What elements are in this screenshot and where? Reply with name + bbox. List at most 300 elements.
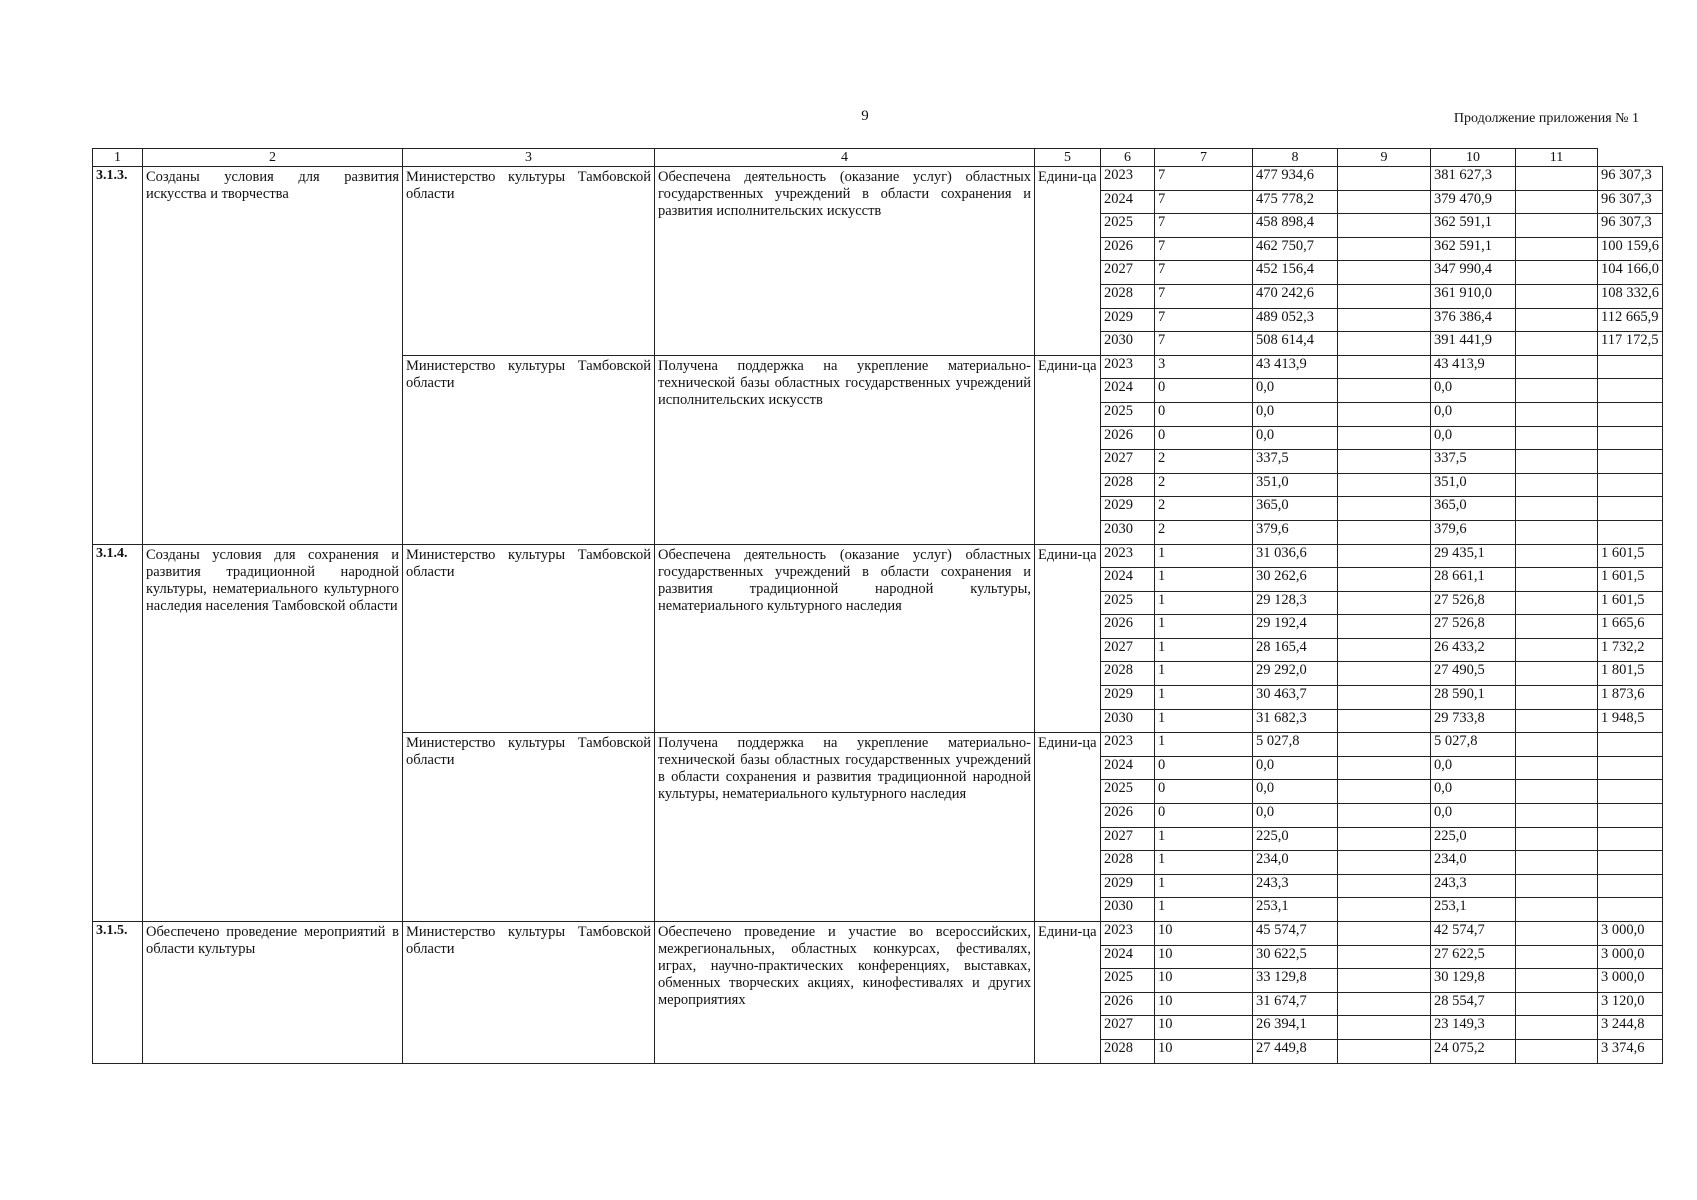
federal-amount-cell: [1338, 662, 1431, 686]
year-cell: 2029: [1101, 308, 1155, 332]
section-title: Созданы условия для развития искусства и творчества: [143, 167, 403, 545]
regional-amount-cell: 28 661,1: [1431, 568, 1516, 592]
regional-amount-cell: 43 413,9: [1431, 355, 1516, 379]
local-amount-cell: [1516, 473, 1598, 497]
regional-amount-cell: 0,0: [1431, 426, 1516, 450]
year-cell: 2027: [1101, 827, 1155, 851]
local-amount-cell: [1516, 851, 1598, 875]
indicator-value-cell: 0: [1155, 804, 1253, 828]
federal-amount-cell: [1338, 804, 1431, 828]
measure-description: Обеспечено проведение и участие во всероссийских, межрегиональных, областных конкурсах, фестивалях, играх, научно-практических конференциях, выставках, обменных творческих акциях, кинофестивалях и других мероприятиях: [655, 922, 1035, 1064]
indicator-value-cell: 10: [1155, 969, 1253, 993]
regional-amount-cell: 365,0: [1431, 497, 1516, 521]
federal-amount-cell: [1338, 756, 1431, 780]
section-code: 3.1.4.: [93, 544, 143, 922]
local-amount-cell: [1516, 780, 1598, 804]
indicator-value-cell: 10: [1155, 945, 1253, 969]
column-header: 5: [1035, 149, 1101, 167]
indicator-value-cell: 1: [1155, 638, 1253, 662]
total-amount-cell: 45 574,7: [1253, 922, 1338, 946]
indicator-value-cell: 7: [1155, 332, 1253, 356]
indicator-value-cell: 3: [1155, 355, 1253, 379]
year-cell: 2026: [1101, 237, 1155, 261]
measure-description: Получена поддержка на укрепление материально-технической базы областных государственных учреждений в области сохранения и развития традиционной народной культуры, нематериального культурного наследия: [655, 733, 1035, 922]
regional-amount-cell: 253,1: [1431, 898, 1516, 922]
regional-amount-cell: 27 622,5: [1431, 945, 1516, 969]
regional-amount-cell: 379 470,9: [1431, 190, 1516, 214]
appendix-continuation: Продолжение приложения № 1: [1453, 111, 1639, 126]
regional-amount-cell: 29 733,8: [1431, 709, 1516, 733]
year-cell: 2030: [1101, 898, 1155, 922]
federal-amount-cell: [1338, 284, 1431, 308]
column-header-row: [93, 149, 1663, 167]
local-amount-cell: [1516, 237, 1598, 261]
year-cell: 2023: [1101, 355, 1155, 379]
year-cell: 2025: [1101, 402, 1155, 426]
unit-of-measure: Едини-ца: [1035, 167, 1101, 356]
local-amount-cell: [1516, 332, 1598, 356]
total-amount-cell: 28 165,4: [1253, 638, 1338, 662]
other-amount-cell: [1598, 497, 1663, 521]
year-cell: 2027: [1101, 1016, 1155, 1040]
total-amount-cell: 30 622,5: [1253, 945, 1338, 969]
unit-of-measure: Едини-ца: [1035, 544, 1101, 733]
other-amount-cell: [1598, 379, 1663, 403]
indicator-value-cell: 1: [1155, 851, 1253, 875]
federal-amount-cell: [1338, 615, 1431, 639]
federal-amount-cell: [1338, 874, 1431, 898]
local-amount-cell: [1516, 662, 1598, 686]
indicator-value-cell: 7: [1155, 237, 1253, 261]
responsible-ministry: Министерство культуры Тамбовской области: [403, 355, 655, 544]
total-amount-cell: 29 128,3: [1253, 591, 1338, 615]
other-amount-cell: 3 000,0: [1598, 945, 1663, 969]
indicator-value-cell: 7: [1155, 167, 1253, 191]
responsible-ministry: Министерство культуры Тамбовской области: [403, 922, 655, 1064]
total-amount-cell: 351,0: [1253, 473, 1338, 497]
regional-amount-cell: 0,0: [1431, 780, 1516, 804]
indicator-value-cell: 0: [1155, 756, 1253, 780]
regional-amount-cell: 351,0: [1431, 473, 1516, 497]
column-header: 9: [1338, 149, 1431, 167]
other-amount-cell: 108 332,6: [1598, 284, 1663, 308]
total-amount-cell: 470 242,6: [1253, 284, 1338, 308]
section-title: Обеспечено проведение мероприятий в области культуры: [143, 922, 403, 1064]
local-amount-cell: [1516, 969, 1598, 993]
federal-amount-cell: [1338, 544, 1431, 568]
local-amount-cell: [1516, 284, 1598, 308]
year-cell: 2024: [1101, 379, 1155, 403]
total-amount-cell: 5 027,8: [1253, 733, 1338, 757]
total-amount-cell: 475 778,2: [1253, 190, 1338, 214]
year-cell: 2028: [1101, 1039, 1155, 1063]
other-amount-cell: [1598, 827, 1663, 851]
table-row: [93, 167, 1663, 191]
page-number: 9: [861, 108, 869, 124]
federal-amount-cell: [1338, 992, 1431, 1016]
indicator-value-cell: 7: [1155, 214, 1253, 238]
federal-amount-cell: [1338, 261, 1431, 285]
local-amount-cell: [1516, 167, 1598, 191]
total-amount-cell: 462 750,7: [1253, 237, 1338, 261]
total-amount-cell: 477 934,6: [1253, 167, 1338, 191]
federal-amount-cell: [1338, 568, 1431, 592]
federal-amount-cell: [1338, 709, 1431, 733]
local-amount-cell: [1516, 402, 1598, 426]
regional-amount-cell: 27 526,8: [1431, 615, 1516, 639]
regional-amount-cell: 347 990,4: [1431, 261, 1516, 285]
indicator-value-cell: 2: [1155, 450, 1253, 474]
column-header: 4: [655, 149, 1035, 167]
regional-amount-cell: 337,5: [1431, 450, 1516, 474]
indicator-value-cell: 7: [1155, 190, 1253, 214]
total-amount-cell: 458 898,4: [1253, 214, 1338, 238]
regional-amount-cell: 362 591,1: [1431, 214, 1516, 238]
regional-amount-cell: 376 386,4: [1431, 308, 1516, 332]
regional-amount-cell: 29 435,1: [1431, 544, 1516, 568]
other-amount-cell: 96 307,3: [1598, 214, 1663, 238]
column-header: 1: [93, 149, 143, 167]
measure-description: Обеспечена деятельность (оказание услуг) областных государственных учреждений в области сохранения и развития исполнительских искусств: [655, 167, 1035, 356]
column-header: 10: [1431, 149, 1516, 167]
regional-amount-cell: 28 554,7: [1431, 992, 1516, 1016]
federal-amount-cell: [1338, 1039, 1431, 1063]
other-amount-cell: 112 665,9: [1598, 308, 1663, 332]
indicator-value-cell: 10: [1155, 922, 1253, 946]
year-cell: 2023: [1101, 167, 1155, 191]
column-header: 7: [1155, 149, 1253, 167]
responsible-ministry: Министерство культуры Тамбовской области: [403, 733, 655, 922]
unit-of-measure: Едини-ца: [1035, 733, 1101, 922]
other-amount-cell: [1598, 804, 1663, 828]
regional-amount-cell: 24 075,2: [1431, 1039, 1516, 1063]
unit-of-measure: Едини-ца: [1035, 355, 1101, 544]
other-amount-cell: 96 307,3: [1598, 167, 1663, 191]
year-cell: 2029: [1101, 874, 1155, 898]
other-amount-cell: [1598, 874, 1663, 898]
federal-amount-cell: [1338, 733, 1431, 757]
total-amount-cell: 365,0: [1253, 497, 1338, 521]
year-cell: 2026: [1101, 992, 1155, 1016]
total-amount-cell: 379,6: [1253, 520, 1338, 544]
federal-amount-cell: [1338, 591, 1431, 615]
section-code: 3.1.5.: [93, 922, 143, 1064]
regional-amount-cell: 0,0: [1431, 756, 1516, 780]
total-amount-cell: 0,0: [1253, 426, 1338, 450]
regional-amount-cell: 26 433,2: [1431, 638, 1516, 662]
local-amount-cell: [1516, 615, 1598, 639]
total-amount-cell: 31 682,3: [1253, 709, 1338, 733]
other-amount-cell: [1598, 756, 1663, 780]
other-amount-cell: 1 601,5: [1598, 544, 1663, 568]
regional-amount-cell: 23 149,3: [1431, 1016, 1516, 1040]
year-cell: 2025: [1101, 214, 1155, 238]
measure-description: Получена поддержка на укрепление материально-технической базы областных государственных учреждений исполнительских искусств: [655, 355, 1035, 544]
other-amount-cell: 1 873,6: [1598, 686, 1663, 710]
local-amount-cell: [1516, 355, 1598, 379]
year-cell: 2027: [1101, 450, 1155, 474]
indicator-value-cell: 1: [1155, 662, 1253, 686]
other-amount-cell: 104 166,0: [1598, 261, 1663, 285]
total-amount-cell: 0,0: [1253, 804, 1338, 828]
federal-amount-cell: [1338, 945, 1431, 969]
federal-amount-cell: [1338, 898, 1431, 922]
regional-amount-cell: 379,6: [1431, 520, 1516, 544]
total-amount-cell: 452 156,4: [1253, 261, 1338, 285]
other-amount-cell: 100 159,6: [1598, 237, 1663, 261]
indicator-value-cell: 0: [1155, 780, 1253, 804]
total-amount-cell: 30 262,6: [1253, 568, 1338, 592]
year-cell: 2023: [1101, 544, 1155, 568]
local-amount-cell: [1516, 922, 1598, 946]
indicator-value-cell: 2: [1155, 497, 1253, 521]
regional-amount-cell: 381 627,3: [1431, 167, 1516, 191]
year-cell: 2024: [1101, 190, 1155, 214]
federal-amount-cell: [1338, 379, 1431, 403]
regional-amount-cell: 0,0: [1431, 402, 1516, 426]
unit-of-measure: Едини-ца: [1035, 922, 1101, 1064]
program-table: [92, 148, 1663, 1064]
federal-amount-cell: [1338, 497, 1431, 521]
local-amount-cell: [1516, 591, 1598, 615]
indicator-value-cell: 1: [1155, 898, 1253, 922]
other-amount-cell: [1598, 898, 1663, 922]
indicator-value-cell: 10: [1155, 1039, 1253, 1063]
local-amount-cell: [1516, 992, 1598, 1016]
total-amount-cell: 337,5: [1253, 450, 1338, 474]
year-cell: 2023: [1101, 733, 1155, 757]
total-amount-cell: 29 292,0: [1253, 662, 1338, 686]
federal-amount-cell: [1338, 780, 1431, 804]
other-amount-cell: 3 000,0: [1598, 969, 1663, 993]
indicator-value-cell: 10: [1155, 992, 1253, 1016]
federal-amount-cell: [1338, 520, 1431, 544]
federal-amount-cell: [1338, 237, 1431, 261]
indicator-value-cell: 0: [1155, 402, 1253, 426]
regional-amount-cell: 362 591,1: [1431, 237, 1516, 261]
responsible-ministry: Министерство культуры Тамбовской области: [403, 544, 655, 733]
indicator-value-cell: 1: [1155, 827, 1253, 851]
federal-amount-cell: [1338, 426, 1431, 450]
local-amount-cell: [1516, 497, 1598, 521]
total-amount-cell: 0,0: [1253, 402, 1338, 426]
indicator-value-cell: 1: [1155, 709, 1253, 733]
column-header: 8: [1253, 149, 1338, 167]
other-amount-cell: 1 732,2: [1598, 638, 1663, 662]
local-amount-cell: [1516, 190, 1598, 214]
column-header: 11: [1516, 149, 1598, 167]
section-code: 3.1.3.: [93, 167, 143, 545]
regional-amount-cell: 391 441,9: [1431, 332, 1516, 356]
total-amount-cell: 243,3: [1253, 874, 1338, 898]
other-amount-cell: 96 307,3: [1598, 190, 1663, 214]
measure-description: Обеспечена деятельность (оказание услуг) областных государственных учреждений в области сохранения и развития традиционной народной культуры, нематериального культурного наследия: [655, 544, 1035, 733]
year-cell: 2026: [1101, 426, 1155, 450]
local-amount-cell: [1516, 733, 1598, 757]
other-amount-cell: [1598, 473, 1663, 497]
year-cell: 2026: [1101, 804, 1155, 828]
other-amount-cell: 1 665,6: [1598, 615, 1663, 639]
year-cell: 2025: [1101, 780, 1155, 804]
indicator-value-cell: 0: [1155, 426, 1253, 450]
responsible-ministry: Министерство культуры Тамбовской области: [403, 167, 655, 356]
local-amount-cell: [1516, 568, 1598, 592]
year-cell: 2030: [1101, 332, 1155, 356]
local-amount-cell: [1516, 308, 1598, 332]
other-amount-cell: 117 172,5: [1598, 332, 1663, 356]
regional-amount-cell: 5 027,8: [1431, 733, 1516, 757]
total-amount-cell: 31 036,6: [1253, 544, 1338, 568]
total-amount-cell: 33 129,8: [1253, 969, 1338, 993]
local-amount-cell: [1516, 898, 1598, 922]
federal-amount-cell: [1338, 214, 1431, 238]
other-amount-cell: 1 948,5: [1598, 709, 1663, 733]
local-amount-cell: [1516, 945, 1598, 969]
other-amount-cell: [1598, 450, 1663, 474]
other-amount-cell: 1 601,5: [1598, 591, 1663, 615]
total-amount-cell: 0,0: [1253, 780, 1338, 804]
year-cell: 2030: [1101, 520, 1155, 544]
other-amount-cell: 3 244,8: [1598, 1016, 1663, 1040]
total-amount-cell: 508 614,4: [1253, 332, 1338, 356]
local-amount-cell: [1516, 544, 1598, 568]
regional-amount-cell: 27 490,5: [1431, 662, 1516, 686]
total-amount-cell: 29 192,4: [1253, 615, 1338, 639]
table-row: [93, 544, 1663, 568]
year-cell: 2023: [1101, 922, 1155, 946]
other-amount-cell: 3 000,0: [1598, 922, 1663, 946]
regional-amount-cell: 30 129,8: [1431, 969, 1516, 993]
federal-amount-cell: [1338, 332, 1431, 356]
regional-amount-cell: 28 590,1: [1431, 686, 1516, 710]
total-amount-cell: 253,1: [1253, 898, 1338, 922]
other-amount-cell: [1598, 851, 1663, 875]
federal-amount-cell: [1338, 402, 1431, 426]
other-amount-cell: [1598, 733, 1663, 757]
regional-amount-cell: 27 526,8: [1431, 591, 1516, 615]
federal-amount-cell: [1338, 473, 1431, 497]
table-row: [93, 922, 1663, 946]
total-amount-cell: 489 052,3: [1253, 308, 1338, 332]
local-amount-cell: [1516, 520, 1598, 544]
local-amount-cell: [1516, 379, 1598, 403]
indicator-value-cell: 1: [1155, 686, 1253, 710]
other-amount-cell: 3 120,0: [1598, 992, 1663, 1016]
regional-amount-cell: 42 574,7: [1431, 922, 1516, 946]
year-cell: 2026: [1101, 615, 1155, 639]
regional-amount-cell: 0,0: [1431, 804, 1516, 828]
year-cell: 2024: [1101, 568, 1155, 592]
other-amount-cell: 1 601,5: [1598, 568, 1663, 592]
regional-amount-cell: 243,3: [1431, 874, 1516, 898]
federal-amount-cell: [1338, 355, 1431, 379]
federal-amount-cell: [1338, 638, 1431, 662]
other-amount-cell: [1598, 520, 1663, 544]
year-cell: 2028: [1101, 473, 1155, 497]
local-amount-cell: [1516, 709, 1598, 733]
federal-amount-cell: [1338, 922, 1431, 946]
total-amount-cell: 26 394,1: [1253, 1016, 1338, 1040]
year-cell: 2024: [1101, 945, 1155, 969]
indicator-value-cell: 2: [1155, 473, 1253, 497]
other-amount-cell: [1598, 426, 1663, 450]
year-cell: 2030: [1101, 709, 1155, 733]
year-cell: 2029: [1101, 686, 1155, 710]
indicator-value-cell: 1: [1155, 544, 1253, 568]
indicator-value-cell: 1: [1155, 615, 1253, 639]
indicator-value-cell: 7: [1155, 261, 1253, 285]
indicator-value-cell: 1: [1155, 568, 1253, 592]
total-amount-cell: 0,0: [1253, 379, 1338, 403]
other-amount-cell: [1598, 780, 1663, 804]
indicator-value-cell: 0: [1155, 379, 1253, 403]
indicator-value-cell: 7: [1155, 308, 1253, 332]
local-amount-cell: [1516, 261, 1598, 285]
local-amount-cell: [1516, 686, 1598, 710]
federal-amount-cell: [1338, 686, 1431, 710]
other-amount-cell: 1 801,5: [1598, 662, 1663, 686]
year-cell: 2028: [1101, 284, 1155, 308]
year-cell: 2024: [1101, 756, 1155, 780]
indicator-value-cell: 1: [1155, 591, 1253, 615]
local-amount-cell: [1516, 214, 1598, 238]
total-amount-cell: 31 674,7: [1253, 992, 1338, 1016]
section-title: Созданы условия для сохранения и развития традиционной народной культуры, нематериального культурного наследия населения Тамбовской области: [143, 544, 403, 922]
total-amount-cell: 43 413,9: [1253, 355, 1338, 379]
federal-amount-cell: [1338, 190, 1431, 214]
regional-amount-cell: 0,0: [1431, 379, 1516, 403]
total-amount-cell: 234,0: [1253, 851, 1338, 875]
column-header: 6: [1101, 149, 1155, 167]
local-amount-cell: [1516, 1016, 1598, 1040]
federal-amount-cell: [1338, 308, 1431, 332]
indicator-value-cell: 1: [1155, 874, 1253, 898]
year-cell: 2025: [1101, 969, 1155, 993]
regional-amount-cell: 361 910,0: [1431, 284, 1516, 308]
regional-amount-cell: 225,0: [1431, 827, 1516, 851]
year-cell: 2027: [1101, 638, 1155, 662]
local-amount-cell: [1516, 450, 1598, 474]
year-cell: 2027: [1101, 261, 1155, 285]
local-amount-cell: [1516, 1039, 1598, 1063]
local-amount-cell: [1516, 426, 1598, 450]
federal-amount-cell: [1338, 851, 1431, 875]
local-amount-cell: [1516, 874, 1598, 898]
local-amount-cell: [1516, 756, 1598, 780]
column-header: 2: [143, 149, 403, 167]
total-amount-cell: 0,0: [1253, 756, 1338, 780]
year-cell: 2029: [1101, 497, 1155, 521]
federal-amount-cell: [1338, 827, 1431, 851]
federal-amount-cell: [1338, 167, 1431, 191]
federal-amount-cell: [1338, 450, 1431, 474]
other-amount-cell: [1598, 355, 1663, 379]
year-cell: 2028: [1101, 662, 1155, 686]
local-amount-cell: [1516, 804, 1598, 828]
other-amount-cell: [1598, 402, 1663, 426]
indicator-value-cell: 10: [1155, 1016, 1253, 1040]
local-amount-cell: [1516, 638, 1598, 662]
other-amount-cell: 3 374,6: [1598, 1039, 1663, 1063]
local-amount-cell: [1516, 827, 1598, 851]
total-amount-cell: 30 463,7: [1253, 686, 1338, 710]
federal-amount-cell: [1338, 969, 1431, 993]
total-amount-cell: 27 449,8: [1253, 1039, 1338, 1063]
indicator-value-cell: 1: [1155, 733, 1253, 757]
federal-amount-cell: [1338, 1016, 1431, 1040]
indicator-value-cell: 7: [1155, 284, 1253, 308]
year-cell: 2028: [1101, 851, 1155, 875]
